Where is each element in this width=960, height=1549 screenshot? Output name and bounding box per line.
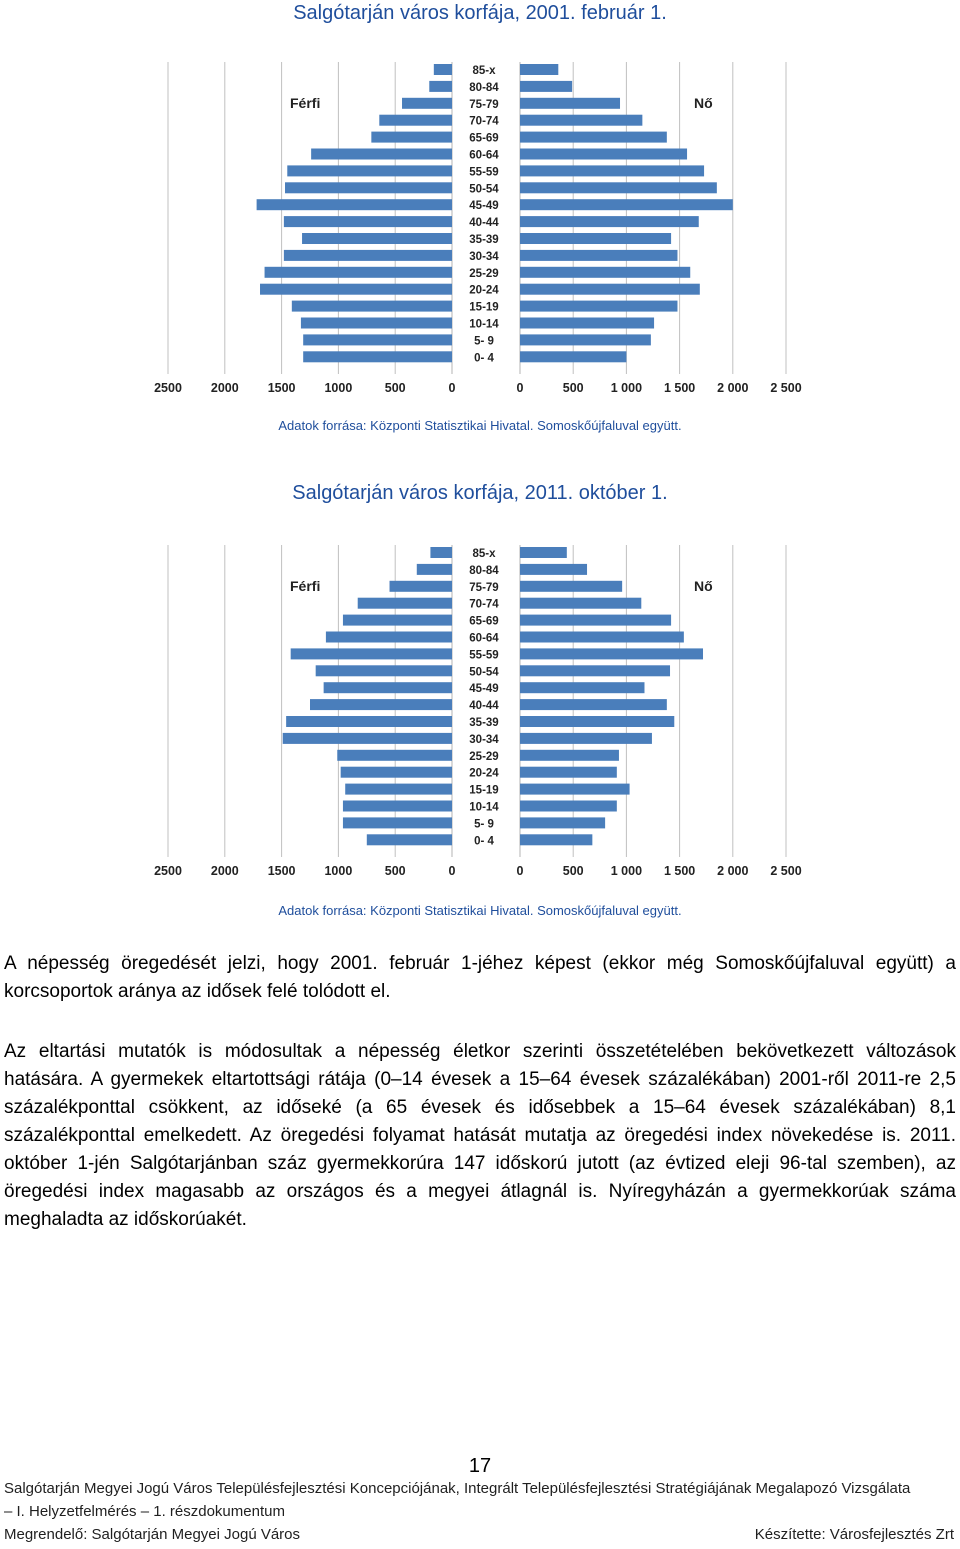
footer-client: Megrendelő: Salgótarján Megyei Jogú Város [4, 1526, 301, 1543]
tick-label-right: 500 [562, 381, 584, 395]
age-group-label: 75-79 [469, 98, 499, 111]
tick-label-right: 0 [516, 381, 524, 395]
age-group-label: 35-39 [469, 717, 499, 729]
tick-label-right: 1 500 [663, 864, 696, 878]
bar-no [520, 81, 572, 92]
bar-no [520, 615, 671, 626]
bar-ferfi [265, 267, 452, 278]
bar-ferfi [402, 98, 452, 109]
age-group-label: 30-34 [469, 733, 499, 746]
tick-label-left: 1500 [267, 864, 296, 878]
age-group-label: 0- 4 [474, 352, 494, 365]
bar-no [520, 334, 651, 345]
footer-subtitle: – I. Helyzetfelmérés – 1. részdokumentum [4, 1503, 285, 1520]
pyramid-group [154, 545, 802, 878]
bar-no [520, 784, 630, 795]
tick-label-left: 500 [384, 864, 406, 878]
bar-ferfi [358, 598, 452, 609]
tick-label-left: 2000 [210, 864, 239, 878]
population-pyramid-2001 [0, 42, 960, 402]
bar-no [520, 64, 558, 75]
tick-label-left: 1000 [324, 864, 353, 878]
bar-ferfi [341, 767, 452, 778]
bar-ferfi [303, 351, 452, 362]
bar-no [520, 767, 617, 778]
bar-no [520, 284, 700, 295]
bar-no [520, 716, 674, 727]
bar-ferfi [311, 149, 452, 160]
bar-ferfi [343, 615, 452, 626]
tick-label-right: 2 000 [717, 864, 749, 878]
pyramid-svg-2001 [0, 42, 960, 402]
bar-ferfi [257, 199, 452, 210]
footer-title: Salgótarján Megyei Jogú Város Településfejlesztési Koncepciójának, Integrált Településfejlesztési Stratégiájának Megalapozó Vizsgálata [4, 1480, 911, 1497]
chart-title-2001: Salgótarján város korfája, 2001. február 1. [293, 2, 667, 24]
bar-ferfi [316, 665, 452, 676]
age-group-label: 75-79 [469, 581, 499, 594]
tick-label-left: 2500 [154, 381, 182, 395]
age-group-label: 80-84 [469, 564, 499, 577]
bar-no [520, 564, 587, 575]
bar-no [520, 750, 619, 761]
series-label-ferfi: Férfi [290, 578, 321, 594]
bar-no [520, 648, 703, 659]
bar-no [520, 817, 605, 828]
age-group-label: 85-x [472, 548, 496, 560]
bar-no [520, 182, 717, 193]
bar-no [520, 115, 642, 126]
bar-no [520, 250, 677, 261]
bar-ferfi [303, 334, 452, 345]
age-group-label: 50-54 [469, 183, 499, 196]
age-group-label: 80-84 [469, 81, 499, 94]
bar-ferfi [285, 182, 452, 193]
bar-ferfi [371, 132, 452, 143]
bar-ferfi [337, 750, 452, 761]
bar-no [520, 199, 733, 210]
bar-ferfi [284, 250, 452, 261]
tick-label-right: 1 000 [610, 381, 643, 395]
series-label-ferfi: Férfi [290, 95, 321, 111]
bar-ferfi [429, 81, 452, 92]
bar-ferfi [345, 784, 452, 795]
bar-ferfi [284, 216, 452, 227]
tick-label-right: 1 000 [610, 864, 643, 878]
age-group-label: 25-29 [469, 267, 499, 280]
tick-label-left: 2500 [154, 864, 182, 878]
tick-label-right: 500 [562, 864, 584, 878]
bar-ferfi [291, 648, 452, 659]
age-group-label: 15-19 [469, 301, 499, 314]
tick-label-left: 1500 [267, 381, 296, 395]
tick-label-left: 1000 [324, 381, 353, 395]
bar-ferfi [287, 165, 452, 176]
age-group-label: 30-34 [469, 250, 499, 263]
age-group-label: 5- 9 [474, 335, 494, 348]
pyramid-group [154, 62, 802, 395]
age-group-label: 65-69 [469, 132, 499, 145]
age-group-label: 40-44 [469, 217, 499, 230]
page-number: 17 [468, 1455, 492, 1477]
tick-label-right: 0 [516, 864, 524, 878]
tick-label-right: 1 500 [663, 381, 696, 395]
age-group-label: 55-59 [469, 649, 499, 662]
bar-no [520, 216, 699, 227]
population-pyramid-2011 [0, 525, 960, 885]
age-group-label: 15-19 [469, 784, 499, 797]
bar-no [520, 351, 626, 362]
age-group-label: 70-74 [469, 598, 499, 611]
bar-ferfi [301, 318, 452, 329]
bar-no [520, 547, 567, 558]
bar-no [520, 233, 671, 244]
bar-no [520, 733, 652, 744]
tick-label-right: 2 500 [770, 381, 802, 395]
bar-no [520, 318, 654, 329]
tick-label-right: 2 500 [770, 864, 802, 878]
tick-label-right: 2 000 [717, 381, 749, 395]
bar-no [520, 301, 677, 312]
bar-ferfi [324, 682, 452, 693]
bar-ferfi [283, 733, 452, 744]
age-group-label: 55-59 [469, 166, 499, 179]
bar-ferfi [434, 64, 452, 75]
bar-no [520, 682, 644, 693]
bar-ferfi [367, 834, 452, 845]
age-group-label: 35-39 [469, 234, 499, 246]
bar-no [520, 801, 617, 812]
bar-no [520, 699, 667, 710]
bar-ferfi [286, 716, 452, 727]
tick-label-left: 0 [448, 381, 456, 395]
bar-ferfi [390, 581, 452, 592]
bar-ferfi [343, 801, 452, 812]
pyramid-svg-2011 [0, 525, 960, 885]
source-note-2011: Adatok forrása: Központi Statisztikai Hivatal. Somoskőújfaluval együtt. [278, 903, 682, 918]
bar-no [520, 132, 667, 143]
age-group-label: 85-x [472, 65, 496, 77]
age-group-label: 60-64 [469, 632, 499, 645]
age-group-label: 45-49 [469, 683, 499, 696]
bar-no [520, 165, 704, 176]
bar-ferfi [417, 564, 452, 575]
paragraph-ageing: A népesség öregedését jelzi, hogy 2001. február 1-jéhez képest (ekkor még Somoskőújfaluval együtt) a korcsoportok aránya az idősek felé tolódott el. [4, 953, 956, 1002]
age-group-label: 65-69 [469, 615, 499, 628]
bar-ferfi [302, 233, 452, 244]
age-group-label: 10-14 [469, 318, 499, 331]
tick-label-left: 0 [448, 864, 456, 878]
bar-ferfi [430, 547, 452, 558]
age-group-label: 50-54 [469, 666, 499, 679]
tick-label-left: 500 [384, 381, 406, 395]
bar-ferfi [260, 284, 452, 295]
bar-no [520, 98, 620, 109]
paragraph-dependency: Az eltartási mutatók is módosultak a népesség életkor szerinti összetételében bekövetkezett változások hatására. A gyermekek eltartottsági rátája (0–14 évesek a 15–64 évesek százalékában) 2001-ről 2011-re 2,5 százalékponttal csökkent, az időseké (a 65 évesek és idősebbek a 15–64 évesek százalékában) 8,1 százalékponttal emelkedett. Az öregedési folyamat hatását mutatja az öregedési index növekedése is. 2011. október 1-jén Salgótarjánban száz gyermekkorúra 147 időskorú jutott (az évtized eleji 96-tal szemben), az öregedési index magasabb az országos és a megyei átlagnál is. Nyíregyházán a gyermekkorúak száma meghaladta az időskorúakét. [4, 1041, 956, 1230]
source-note-2001: Adatok forrása: Központi Statisztikai Hivatal. Somoskőújfaluval együtt. [278, 418, 682, 433]
bar-ferfi [310, 699, 452, 710]
bar-no [520, 598, 641, 609]
bar-no [520, 267, 690, 278]
age-group-label: 20-24 [469, 284, 499, 297]
bar-ferfi [326, 632, 452, 643]
series-label-no: Nő [694, 95, 713, 111]
series-label-no: Nő [694, 578, 713, 594]
age-group-label: 0- 4 [474, 835, 494, 848]
age-group-label: 70-74 [469, 115, 499, 128]
age-group-label: 20-24 [469, 767, 499, 780]
age-group-label: 40-44 [469, 700, 499, 713]
age-group-label: 5- 9 [474, 818, 494, 831]
tick-label-left: 2000 [210, 381, 239, 395]
age-group-label: 10-14 [469, 801, 499, 814]
bar-ferfi [379, 115, 452, 126]
age-group-label: 25-29 [469, 750, 499, 763]
chart-title-2011: Salgótarján város korfája, 2011. október 1. [292, 482, 668, 504]
bar-no [520, 834, 592, 845]
bar-no [520, 149, 687, 160]
bar-ferfi [343, 817, 452, 828]
age-group-label: 60-64 [469, 149, 499, 162]
bar-no [520, 632, 684, 643]
age-group-label: 45-49 [469, 200, 499, 213]
bar-no [520, 581, 622, 592]
bar-no [520, 665, 670, 676]
bar-ferfi [292, 301, 452, 312]
footer-author: Készítette: Városfejlesztés Zrt [754, 1526, 954, 1543]
